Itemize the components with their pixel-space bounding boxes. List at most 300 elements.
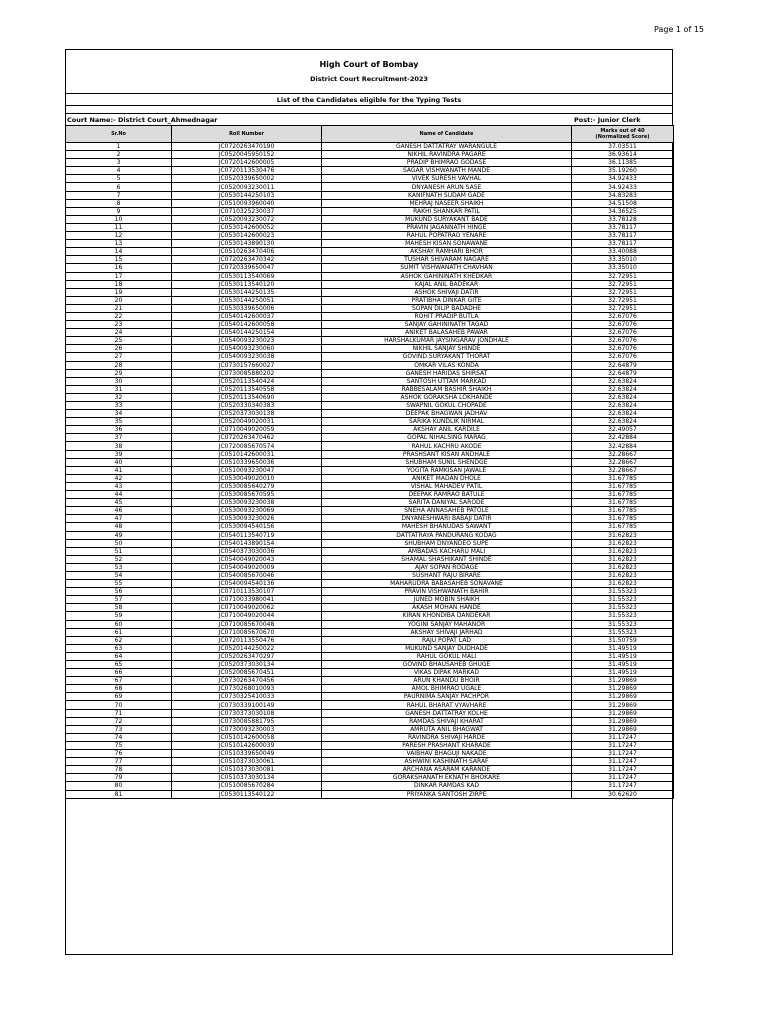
cell-roll-number: JC0530049020010 [172, 474, 322, 482]
cell-roll-number: JC0510373030061 [172, 758, 322, 766]
cell-marks: 32.63824 [572, 402, 674, 410]
table-row [66, 547, 674, 555]
cell-sr-no: 63 [66, 644, 172, 652]
cell-sr-no: 56 [66, 588, 172, 596]
table-row [66, 450, 674, 458]
cell-roll-number: JC0510142600058 [172, 733, 322, 741]
table-row [66, 345, 674, 353]
cell-sr-no: 14 [66, 248, 172, 256]
cell-roll-number: JC0730085881795 [172, 717, 322, 725]
cell-sr-no: 33 [66, 402, 172, 410]
table-row [66, 652, 674, 660]
cell-roll-number: JC0540142600037 [172, 312, 322, 320]
cell-roll-number: JC0510085670284 [172, 782, 322, 790]
table-row [66, 288, 674, 296]
cell-sr-no: 15 [66, 256, 172, 264]
cell-sr-no: 26 [66, 345, 172, 353]
cell-candidate-name: ASHOK SHIVAJI DATIR [322, 288, 572, 296]
cell-candidate-name: MAHESH KISAN SONAWANE [322, 240, 572, 248]
cell-sr-no: 16 [66, 264, 172, 272]
table-row [66, 418, 674, 426]
cell-roll-number: JC0720113530476 [172, 167, 322, 175]
cell-roll-number: JC0730157660027 [172, 361, 322, 369]
header-marks-line1: Marks out of 40 [600, 128, 645, 134]
post-name: Post:- Junior Clerk [574, 116, 641, 124]
cell-marks: 31.62823 [572, 539, 674, 547]
cell-candidate-name: NIKHIL RAVINDRA PAGARE [322, 151, 572, 159]
cell-roll-number: JC0530144250103 [172, 191, 322, 199]
cell-sr-no: 19 [66, 288, 172, 296]
cell-sr-no: 51 [66, 547, 172, 555]
table-row [66, 264, 674, 272]
table-row [66, 369, 674, 377]
table-row [66, 280, 674, 288]
cell-sr-no: 11 [66, 223, 172, 231]
table-row [66, 790, 674, 798]
cell-sr-no: 57 [66, 596, 172, 604]
cell-candidate-name: ASHWINI KASHINATH SARAF [322, 758, 572, 766]
cell-marks: 31.17247 [572, 758, 674, 766]
cell-sr-no: 12 [66, 232, 172, 240]
cell-marks: 30.62620 [572, 790, 674, 798]
cell-marks: 32.49057 [572, 426, 674, 434]
cell-roll-number: JC0510263470406 [172, 248, 322, 256]
cell-candidate-name: SARITA DANIYAL SARODE [322, 499, 572, 507]
cell-roll-number: JC0530113540120 [172, 280, 322, 288]
cell-marks: 33.78128 [572, 215, 674, 223]
cell-roll-number: JC0530339650006 [172, 304, 322, 312]
cell-candidate-name: GANESH HARIDAS SHIRSAT [322, 369, 572, 377]
table-row [66, 223, 674, 231]
cell-marks: 31.62823 [572, 531, 674, 539]
cell-marks: 31.55323 [572, 620, 674, 628]
cell-roll-number: JC0720142600005 [172, 159, 322, 167]
cell-sr-no: 76 [66, 750, 172, 758]
header-marks-line2: (Normalized Score) [595, 134, 650, 140]
cell-candidate-name: RAHUL KACHRU AKODE [322, 442, 572, 450]
cell-marks: 33.35010 [572, 264, 674, 272]
cell-candidate-name: SUSHANT RAJU BIRARE [322, 571, 572, 579]
cell-roll-number: JC0520373030134 [172, 661, 322, 669]
cell-roll-number: JC0730339100149 [172, 701, 322, 709]
cell-marks: 33.35010 [572, 256, 674, 264]
cell-marks: 31.49519 [572, 644, 674, 652]
table-row [66, 361, 674, 369]
cell-roll-number: JC0720263470342 [172, 256, 322, 264]
cell-marks: 31.29869 [572, 693, 674, 701]
cell-candidate-name: PRASHSANT KISAN ANDHALE [322, 450, 572, 458]
cell-roll-number: JC0710049020062 [172, 604, 322, 612]
cell-candidate-name: ANIKET BALASAHEB PAWAR [322, 329, 572, 337]
cell-marks: 34.92433 [572, 183, 674, 191]
cell-candidate-name: SAGAR VISHWANATH MANDE [322, 167, 572, 175]
cell-roll-number: JC0540093230023 [172, 337, 322, 345]
cell-candidate-name: KAJAL ANIL BADEKAR [322, 280, 572, 288]
cell-marks: 31.67785 [572, 523, 674, 531]
cell-roll-number: JC0530113540069 [172, 272, 322, 280]
table-row [66, 491, 674, 499]
cell-candidate-name: SHAMAL SHASHIKANT SHINDE [322, 555, 572, 563]
table-row [66, 701, 674, 709]
cell-marks: 31.62823 [572, 547, 674, 555]
cell-candidate-name: SANTOSH UTTAM MARKAD [322, 377, 572, 385]
cell-marks: 33.78117 [572, 232, 674, 240]
table-row [66, 385, 674, 393]
cell-roll-number: JC0530113540122 [172, 790, 322, 798]
cell-marks: 32.67076 [572, 321, 674, 329]
table-row [66, 151, 674, 159]
cell-sr-no: 37 [66, 434, 172, 442]
divider [66, 105, 672, 106]
cell-roll-number: JC0540094540136 [172, 580, 322, 588]
cell-roll-number: JC0720339650047 [172, 264, 322, 272]
cell-sr-no: 41 [66, 466, 172, 474]
cell-candidate-name: SHUBHAM SUNIL SHENDGE [322, 458, 572, 466]
table-row [66, 402, 674, 410]
table-row [66, 636, 674, 644]
table-row [66, 741, 674, 749]
table-row [66, 474, 674, 482]
cell-marks: 33.78117 [572, 223, 674, 231]
table-row [66, 143, 674, 151]
cell-sr-no: 80 [66, 782, 172, 790]
cell-roll-number: JC0520373030138 [172, 410, 322, 418]
table-row [66, 677, 674, 685]
cell-sr-no: 47 [66, 515, 172, 523]
cell-candidate-name: YOGINI SANJAY MAHANOR [322, 620, 572, 628]
cell-roll-number: JC0510339650049 [172, 750, 322, 758]
cell-roll-number: JC0530085670595 [172, 491, 322, 499]
cell-roll-number: JC0520085670451 [172, 669, 322, 677]
cell-marks: 32.28667 [572, 466, 674, 474]
cell-candidate-name: SANJAY GAHININATH TAGAD [322, 321, 572, 329]
cell-roll-number: JC0530144250051 [172, 296, 322, 304]
cell-roll-number: JC0710085670670 [172, 628, 322, 636]
cell-sr-no: 77 [66, 758, 172, 766]
cell-candidate-name: RAHUL GOKUL MALI [322, 652, 572, 660]
cell-marks: 31.17247 [572, 782, 674, 790]
cell-sr-no: 69 [66, 693, 172, 701]
cell-marks: 32.72951 [572, 288, 674, 296]
cell-candidate-name: ROHIT PRADIP BUTLA [322, 312, 572, 320]
cell-marks: 31.29869 [572, 717, 674, 725]
table-row [66, 499, 674, 507]
cell-sr-no: 4 [66, 167, 172, 175]
table-row [66, 515, 674, 523]
table-row [66, 750, 674, 758]
cell-candidate-name: MAHARUDRA BABASAHEB SONAVANE [322, 580, 572, 588]
cell-marks: 31.62823 [572, 555, 674, 563]
table-row [66, 377, 674, 385]
cell-sr-no: 68 [66, 685, 172, 693]
table-row [66, 669, 674, 677]
cell-sr-no: 10 [66, 215, 172, 223]
cell-marks: 31.29869 [572, 701, 674, 709]
cell-roll-number: JC0510142600031 [172, 450, 322, 458]
cell-marks: 34.83283 [572, 191, 674, 199]
cell-roll-number: JC0530143890130 [172, 240, 322, 248]
list-title: List of the Candidates eligible for the Typing Tests [276, 96, 462, 104]
cell-roll-number: JC0540143890154 [172, 539, 322, 547]
cell-candidate-name: KIRAN KHONDIBA DANDEKAR [322, 612, 572, 620]
cell-sr-no: 44 [66, 491, 172, 499]
cell-roll-number: JC0530093230069 [172, 507, 322, 515]
cell-marks: 35.19260 [572, 167, 674, 175]
cell-marks: 34.51508 [572, 199, 674, 207]
cell-roll-number: JC0520093230072 [172, 215, 322, 223]
table-row [66, 426, 674, 434]
cell-roll-number: JC0540093230060 [172, 345, 322, 353]
cell-marks: 32.42884 [572, 442, 674, 450]
cell-sr-no: 9 [66, 207, 172, 215]
cell-roll-number: JC0530093230038 [172, 499, 322, 507]
cell-candidate-name: PRIYANKA SANTOSH ZIRPE [322, 790, 572, 798]
cell-roll-number: JC0730373030108 [172, 709, 322, 717]
cell-marks: 31.55323 [572, 588, 674, 596]
cell-sr-no: 64 [66, 652, 172, 660]
cell-sr-no: 6 [66, 183, 172, 191]
header-roll-number: Roll Number [172, 126, 322, 143]
cell-candidate-name: RAHUL BHARAT VYAVHARE [322, 701, 572, 709]
cell-roll-number: JC0510373030134 [172, 774, 322, 782]
cell-roll-number: JC0520330340383 [172, 402, 322, 410]
candidates-table [65, 125, 674, 799]
cell-sr-no: 79 [66, 774, 172, 782]
cell-candidate-name: RAJU POPAT LAD [322, 636, 572, 644]
cell-sr-no: 30 [66, 377, 172, 385]
cell-sr-no: 43 [66, 482, 172, 490]
cell-candidate-name: SHUBHAM DNYANDEO SUPE [322, 539, 572, 547]
document-subtitle: District Court Recruitment-2023 [310, 75, 428, 83]
cell-sr-no: 18 [66, 280, 172, 288]
table-row [66, 523, 674, 531]
table-row [66, 321, 674, 329]
cell-sr-no: 46 [66, 507, 172, 515]
cell-candidate-name: VIKAS DIPAK MARKAD [322, 669, 572, 677]
cell-marks: 32.63824 [572, 410, 674, 418]
cell-roll-number: JC0520113540424 [172, 377, 322, 385]
cell-marks: 31.62823 [572, 580, 674, 588]
cell-candidate-name: AKASH MOHAN HANDE [322, 604, 572, 612]
cell-candidate-name: SUMIT VISHWANATH CHAVHAN [322, 264, 572, 272]
cell-sr-no: 78 [66, 766, 172, 774]
cell-sr-no: 3 [66, 159, 172, 167]
cell-roll-number: JC0510339650036 [172, 458, 322, 466]
cell-sr-no: 74 [66, 733, 172, 741]
cell-marks: 31.49519 [572, 661, 674, 669]
cell-sr-no: 32 [66, 393, 172, 401]
table-row [66, 531, 674, 539]
cell-candidate-name: RAKHI SHANKAR PATIL [322, 207, 572, 215]
cell-roll-number: JC0510093960040 [172, 199, 322, 207]
table-row [66, 733, 674, 741]
cell-marks: 32.64879 [572, 369, 674, 377]
cell-sr-no: 48 [66, 523, 172, 531]
cell-marks: 37.03511 [572, 143, 674, 151]
cell-roll-number: JC0710325230037 [172, 207, 322, 215]
divider [66, 93, 672, 94]
cell-marks: 31.49519 [572, 652, 674, 660]
cell-marks: 32.67076 [572, 337, 674, 345]
header-marks [572, 126, 674, 143]
cell-marks: 32.67076 [572, 329, 674, 337]
cell-sr-no: 35 [66, 418, 172, 426]
cell-roll-number: JC0540093230038 [172, 353, 322, 361]
cell-roll-number: JC0720263470190 [172, 143, 322, 151]
cell-roll-number: JC0730268010093 [172, 685, 322, 693]
cell-sr-no: 61 [66, 628, 172, 636]
cell-candidate-name: GANESH DATTATRAY WARANGULE [322, 143, 572, 151]
cell-marks: 32.72951 [572, 280, 674, 288]
cell-sr-no: 7 [66, 191, 172, 199]
table-row [66, 466, 674, 474]
cell-sr-no: 1 [66, 143, 172, 151]
cell-candidate-name: AKSHAY ANIL KARDILE [322, 426, 572, 434]
cell-marks: 31.49519 [572, 669, 674, 677]
cell-sr-no: 58 [66, 604, 172, 612]
cell-roll-number: JC0540085670046 [172, 571, 322, 579]
cell-sr-no: 31 [66, 385, 172, 393]
cell-sr-no: 71 [66, 709, 172, 717]
cell-candidate-name: ASHOK GAHININATH KHEDKAR [322, 272, 572, 280]
cell-sr-no: 23 [66, 321, 172, 329]
header-sr-no: Sr.No [66, 126, 172, 143]
table-row [66, 685, 674, 693]
cell-marks: 32.63824 [572, 393, 674, 401]
cell-sr-no: 45 [66, 499, 172, 507]
cell-roll-number: JC0520113540558 [172, 385, 322, 393]
table-row [66, 175, 674, 183]
cell-roll-number: JC0530142600023 [172, 232, 322, 240]
cell-candidate-name: GOVIND BHAUSAHEB GHUGE [322, 661, 572, 669]
cell-marks: 32.67076 [572, 312, 674, 320]
cell-marks: 31.67785 [572, 507, 674, 515]
table-row [66, 296, 674, 304]
cell-sr-no: 70 [66, 701, 172, 709]
cell-candidate-name: MUKUND SANJAY DUDHADE [322, 644, 572, 652]
table-row [66, 644, 674, 652]
cell-candidate-name: GOVIND SURYAKANT THORAT [322, 353, 572, 361]
cell-candidate-name: DNYANESH ARUN SASE [322, 183, 572, 191]
table-row [66, 604, 674, 612]
cell-candidate-name: PRAVIN JAGANNATH HINGE [322, 223, 572, 231]
table-row [66, 709, 674, 717]
cell-marks: 31.62823 [572, 571, 674, 579]
cell-sr-no: 36 [66, 426, 172, 434]
cell-marks: 31.17247 [572, 733, 674, 741]
table-row [66, 612, 674, 620]
table-row [66, 596, 674, 604]
cell-candidate-name: MUKUND SURYAKANT BADE [322, 215, 572, 223]
table-row [66, 766, 674, 774]
cell-roll-number: JC0540049020043 [172, 555, 322, 563]
cell-roll-number: JC0710113530107 [172, 588, 322, 596]
table-row [66, 199, 674, 207]
table-row [66, 571, 674, 579]
cell-candidate-name: SNEHA ANNASAHEB PATOLE [322, 507, 572, 515]
cell-marks: 31.17247 [572, 741, 674, 749]
cell-marks: 31.29869 [572, 725, 674, 733]
cell-candidate-name: PRAVIN VISHWANATH BAHIR [322, 588, 572, 596]
table-body [66, 143, 674, 799]
cell-marks: 32.72951 [572, 272, 674, 280]
table-row [66, 167, 674, 175]
cell-roll-number: JC0540144250154 [172, 329, 322, 337]
cell-sr-no: 22 [66, 312, 172, 320]
cell-sr-no: 72 [66, 717, 172, 725]
cell-roll-number: JC0720263470462 [172, 434, 322, 442]
cell-marks: 31.17247 [572, 766, 674, 774]
cell-roll-number: JC0540113540719 [172, 531, 322, 539]
table-row [66, 661, 674, 669]
cell-candidate-name: KANIFNATH SUDAM GADE [322, 191, 572, 199]
cell-roll-number: JC0520049020031 [172, 418, 322, 426]
cell-roll-number: JC0520045950152 [172, 151, 322, 159]
cell-sr-no: 53 [66, 563, 172, 571]
table-row [66, 329, 674, 337]
cell-sr-no: 54 [66, 571, 172, 579]
cell-sr-no: 50 [66, 539, 172, 547]
cell-sr-no: 8 [66, 199, 172, 207]
cell-candidate-name: VIVEK SURESH VAVHAL [322, 175, 572, 183]
cell-marks: 31.17247 [572, 750, 674, 758]
cell-marks: 36.11385 [572, 159, 674, 167]
table-row [66, 393, 674, 401]
table-row [66, 191, 674, 199]
cell-candidate-name: DATTATRAYA PANDURANG KODAG [322, 531, 572, 539]
cell-marks: 31.67785 [572, 499, 674, 507]
cell-candidate-name: ARCHANA ASARAM KARANDE [322, 766, 572, 774]
cell-marks: 32.67076 [572, 353, 674, 361]
table-row [66, 563, 674, 571]
cell-candidate-name: TUSHAR SHIVARAM NAGARE [322, 256, 572, 264]
cell-roll-number: JC0530094540156 [172, 523, 322, 531]
cell-sr-no: 39 [66, 450, 172, 458]
cell-sr-no: 65 [66, 661, 172, 669]
cell-candidate-name: AKSHAY RAMHARI BHOR [322, 248, 572, 256]
cell-roll-number: JC0530093230026 [172, 515, 322, 523]
table-row [66, 410, 674, 418]
cell-candidate-name: ARUN KHANDU BHOIR [322, 677, 572, 685]
cell-roll-number: JC0520113540690 [172, 393, 322, 401]
cell-roll-number: JC0520263470297 [172, 652, 322, 660]
cell-roll-number: JC0730325410033 [172, 693, 322, 701]
table-row [66, 248, 674, 256]
table-row [66, 272, 674, 280]
cell-marks: 32.67076 [572, 345, 674, 353]
cell-marks: 32.42884 [572, 434, 674, 442]
cell-candidate-name: MAHESH BHANUDAS SAWANT [322, 523, 572, 531]
cell-marks: 32.72951 [572, 304, 674, 312]
cell-roll-number: JC0530085640279 [172, 482, 322, 490]
cell-sr-no: 13 [66, 240, 172, 248]
table-row [66, 774, 674, 782]
table-row [66, 539, 674, 547]
cell-candidate-name: AJAY SOPAN RODAGE [322, 563, 572, 571]
cell-roll-number: JC0710049020044 [172, 612, 322, 620]
cell-candidate-name: JUNED MOBIN SHAIKH [322, 596, 572, 604]
cell-roll-number: JC0520339650002 [172, 175, 322, 183]
cell-sr-no: 24 [66, 329, 172, 337]
table-row [66, 482, 674, 490]
cell-sr-no: 28 [66, 361, 172, 369]
cell-sr-no: 60 [66, 620, 172, 628]
cell-sr-no: 67 [66, 677, 172, 685]
cell-candidate-name: GOPAL NIHALSING MARAG [322, 434, 572, 442]
cell-marks: 36.93614 [572, 151, 674, 159]
cell-candidate-name: AMBADAS KACHARU MALI [322, 547, 572, 555]
cell-candidate-name: PRATIBHA DINKAR GITE [322, 296, 572, 304]
